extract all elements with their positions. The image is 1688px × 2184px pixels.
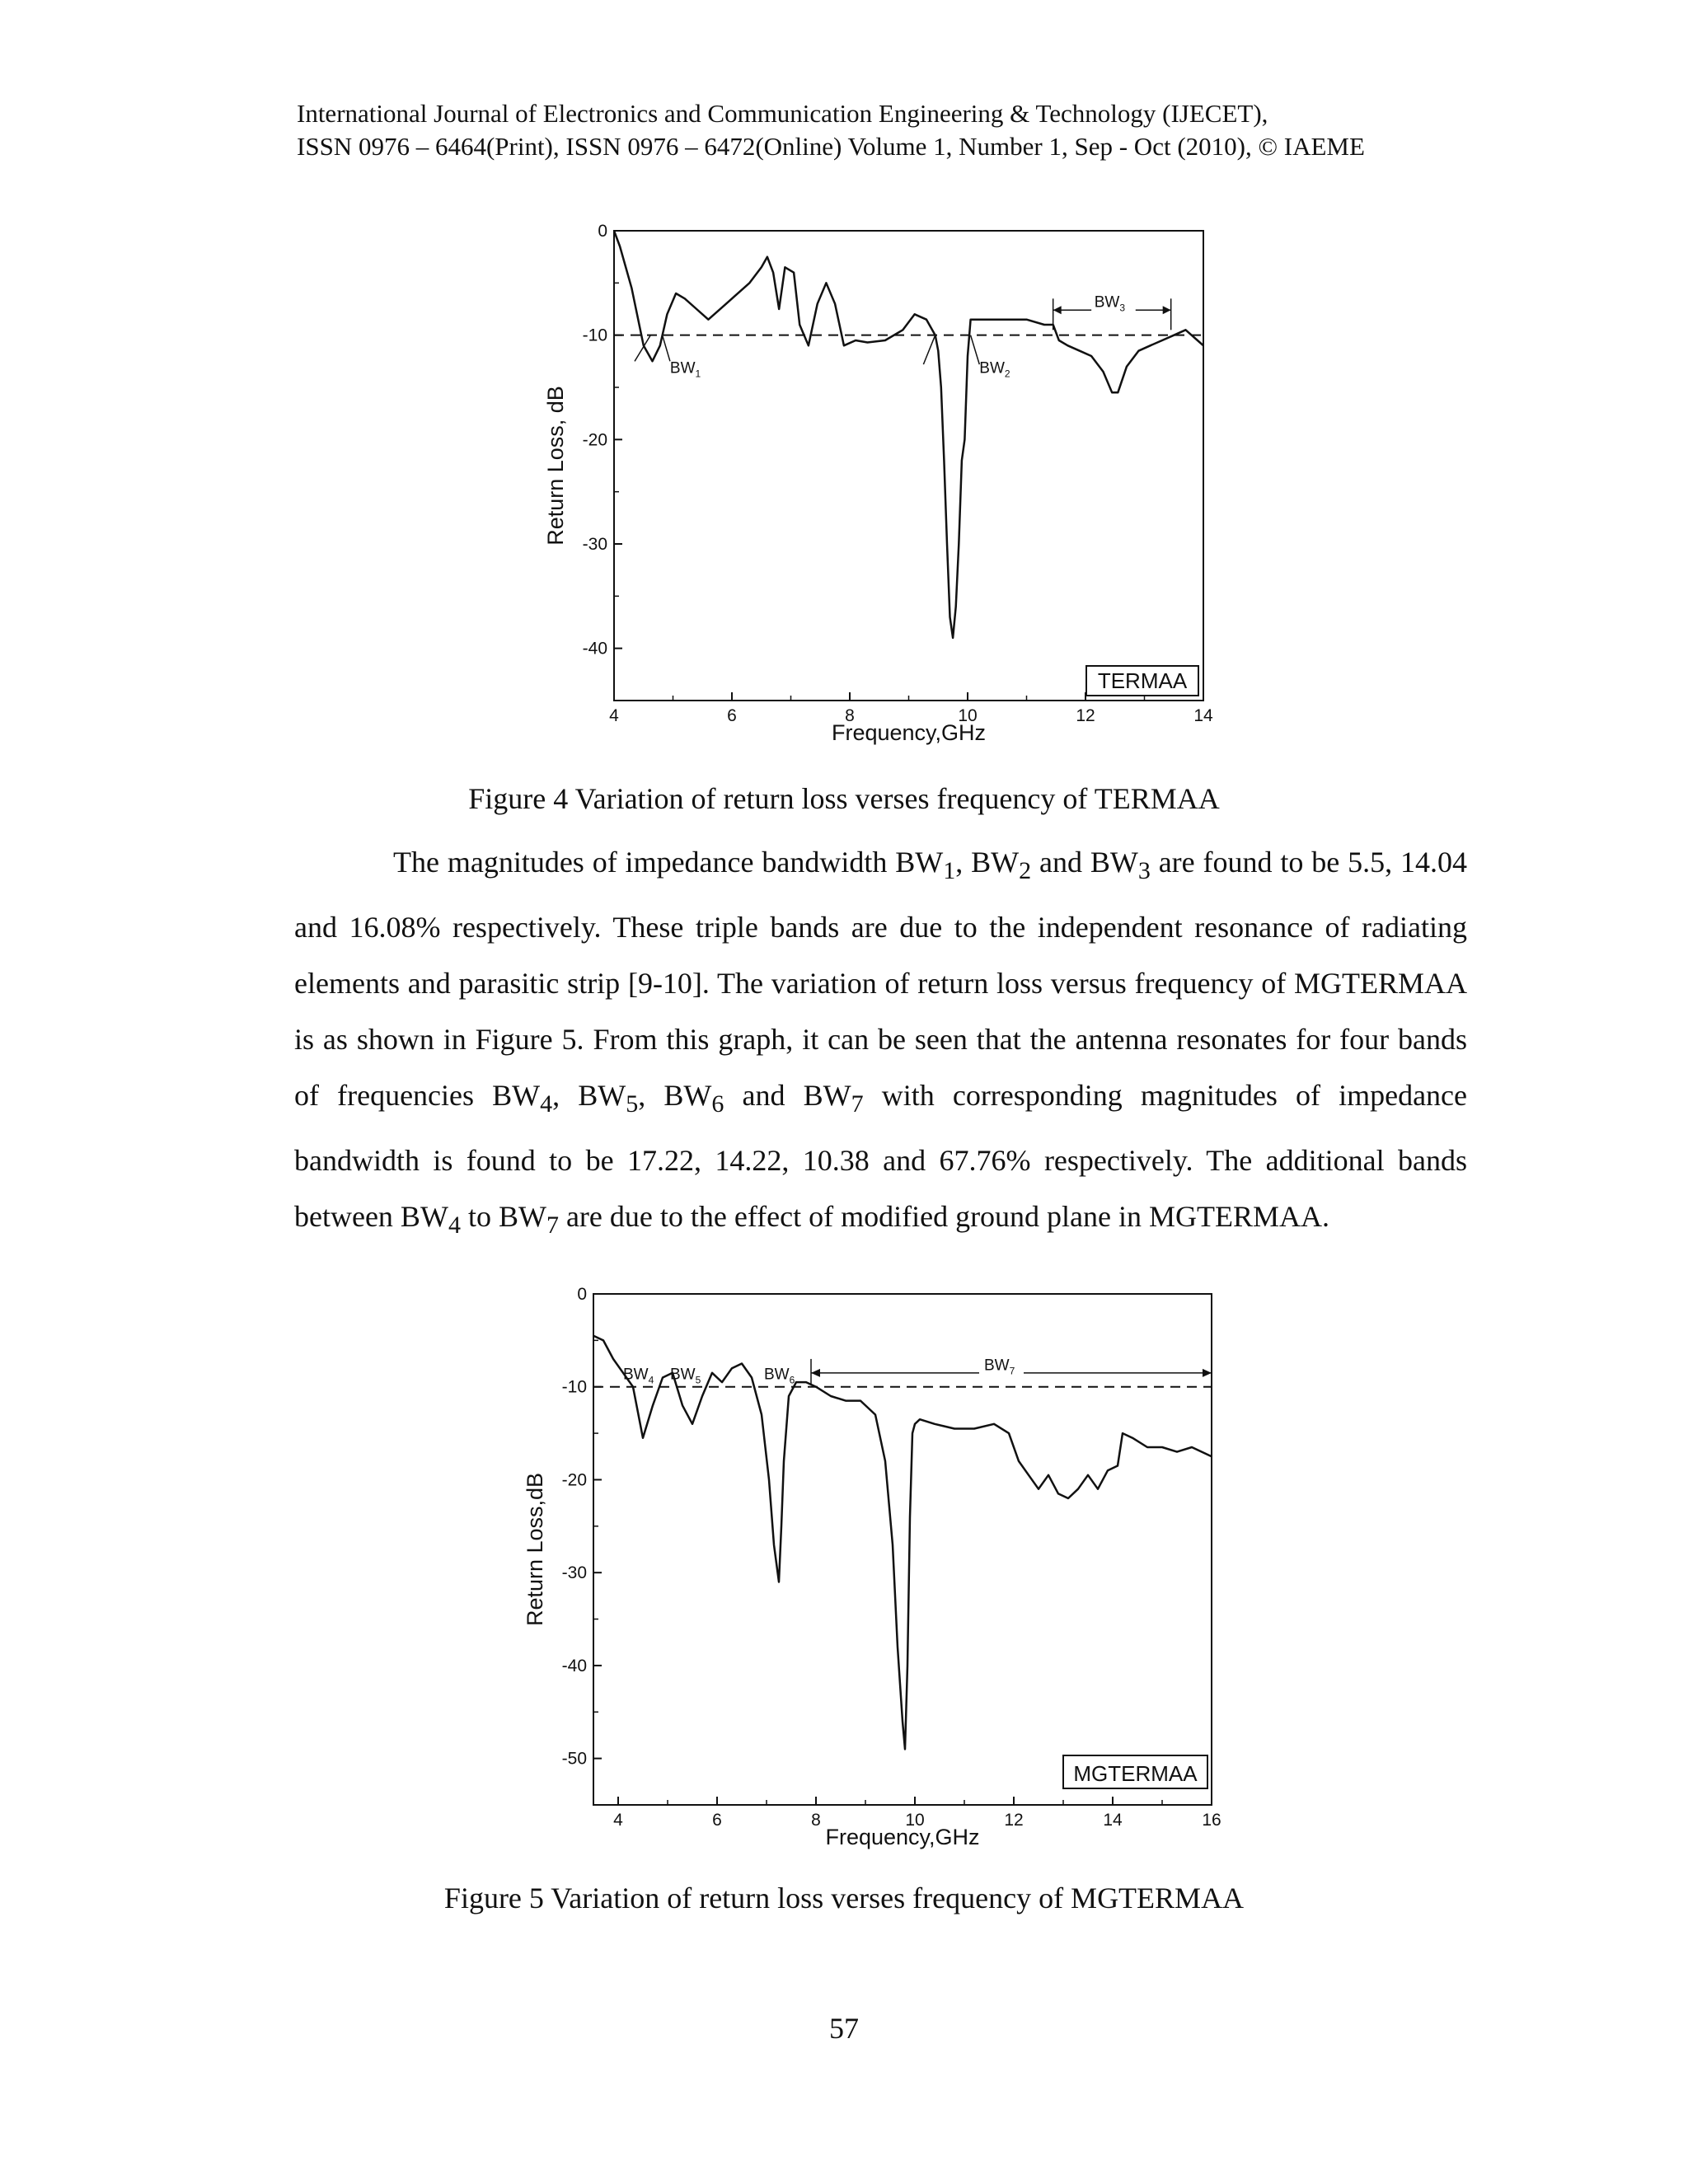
x-tick-label: 16 <box>1202 1811 1221 1830</box>
x-tick-label: 14 <box>1193 706 1213 725</box>
header-line-1: International Journal of Electronics and Communication Engineering & Technology (IJECET), <box>297 99 1268 128</box>
x-tick-label: 12 <box>1004 1811 1024 1830</box>
legend-label: TERMAA <box>1097 668 1188 693</box>
legend-label: MGTERMAA <box>1073 1761 1198 1786</box>
x-tick-label: 4 <box>609 706 619 725</box>
x-axis-label: Frequency,GHz <box>825 1825 980 1849</box>
bw2-pointer-right <box>971 335 980 364</box>
y-tick-label: 0 <box>577 1285 587 1304</box>
figure-4-svg <box>536 214 1236 766</box>
header-line-2: ISSN 0976 – 6464(Print), ISSN 0976 – 6472(Online) Volume 1, Number 1, Sep - Oct (2010), © IAEME <box>297 132 1365 161</box>
y-tick-label: -30 <box>582 535 607 554</box>
bw2-label: $BW_2$ <box>979 359 1010 380</box>
bw1-label: $BW_1$ <box>669 359 701 380</box>
bw6-label: $BW_6$ <box>764 1366 795 1386</box>
bw3-label: $BW_3$ <box>1094 293 1126 314</box>
y-tick-label: -40 <box>582 639 607 658</box>
bw3-arrowhead-left <box>1053 306 1062 314</box>
return-loss-curve <box>593 1336 1212 1750</box>
y-tick-label: -10 <box>582 326 607 345</box>
y-tick-label: -30 <box>561 1563 587 1583</box>
y-axis-label: Return Loss,dB <box>523 1472 547 1627</box>
x-tick-label: 10 <box>958 706 978 725</box>
bw2-pointer-left <box>923 335 935 364</box>
figure-4-caption: Figure 4 Variation of return loss verses frequency of TERMAA <box>468 782 1220 815</box>
bw7-arrowhead-right <box>1203 1369 1212 1377</box>
y-tick-label: -50 <box>561 1749 587 1769</box>
bw1-pointer-right <box>663 335 670 362</box>
figure-5-svg <box>519 1277 1245 1871</box>
journal-header <box>297 97 1467 163</box>
y-tick-label: -40 <box>561 1656 587 1675</box>
y-tick-label: 0 <box>598 222 607 241</box>
figure-5-chart <box>519 1277 1245 1871</box>
figure-4-chart <box>536 214 1236 766</box>
bw4-label: $BW_4$ <box>623 1366 654 1386</box>
x-tick-label: 12 <box>1076 706 1095 725</box>
bw7-label: $BW_7$ <box>984 1357 1015 1377</box>
bw7-arrowhead-left <box>811 1369 820 1377</box>
x-tick-label: 14 <box>1103 1811 1123 1830</box>
figure-4-plot-area <box>543 222 1213 745</box>
bw3-arrowhead-right <box>1163 306 1171 314</box>
bw5-label: $BW_5$ <box>670 1366 701 1386</box>
x-tick-label: 10 <box>905 1811 925 1830</box>
x-tick-label: 6 <box>712 1811 722 1830</box>
return-loss-curve <box>614 231 1203 638</box>
body-paragraph <box>294 834 1467 1254</box>
y-tick-label: -20 <box>561 1470 587 1490</box>
y-axis-label: Return Loss, dB <box>543 386 568 546</box>
x-tick-label: 8 <box>811 1811 821 1830</box>
y-tick-label: -10 <box>561 1377 587 1397</box>
x-tick-label: 8 <box>845 706 855 725</box>
figure-5-caption: Figure 5 Variation of return loss verses frequency of MGTERMAA <box>443 1882 1245 1915</box>
paragraph-text: The magnitudes of impedance bandwidth $BW_1$, $BW_2$ and $BW_3$ are found to be 5.5, 14.04 and 16.08% respectively. These triple bands are due to the independent resonance of radiating elements and parasitic strip [9-10]. The variation of return loss versus frequency of MGTERMAA is as shown in Figure 5. From this graph, it can be seen that the antenna resonates for four bands of frequencies $BW_4$, $BW_5$, $BW_6$ and $BW_7$ with corresponding magnitudes of impedance bandwidth is found to be 17.22, 14.22, 10.38 and 67.76% respectively. The additional bands between $BW_4$ to $BW_7$ are due to the effect of modified ground plane in MGTERMAA. <box>294 846 1468 1240</box>
x-tick-label: 4 <box>613 1811 623 1830</box>
y-tick-label: -20 <box>582 430 607 450</box>
x-tick-label: 6 <box>727 706 737 725</box>
x-axis-label: Frequency,GHz <box>831 720 987 745</box>
figure-5-plot-area <box>523 1285 1221 1849</box>
page-number: 57 <box>829 2012 859 2045</box>
